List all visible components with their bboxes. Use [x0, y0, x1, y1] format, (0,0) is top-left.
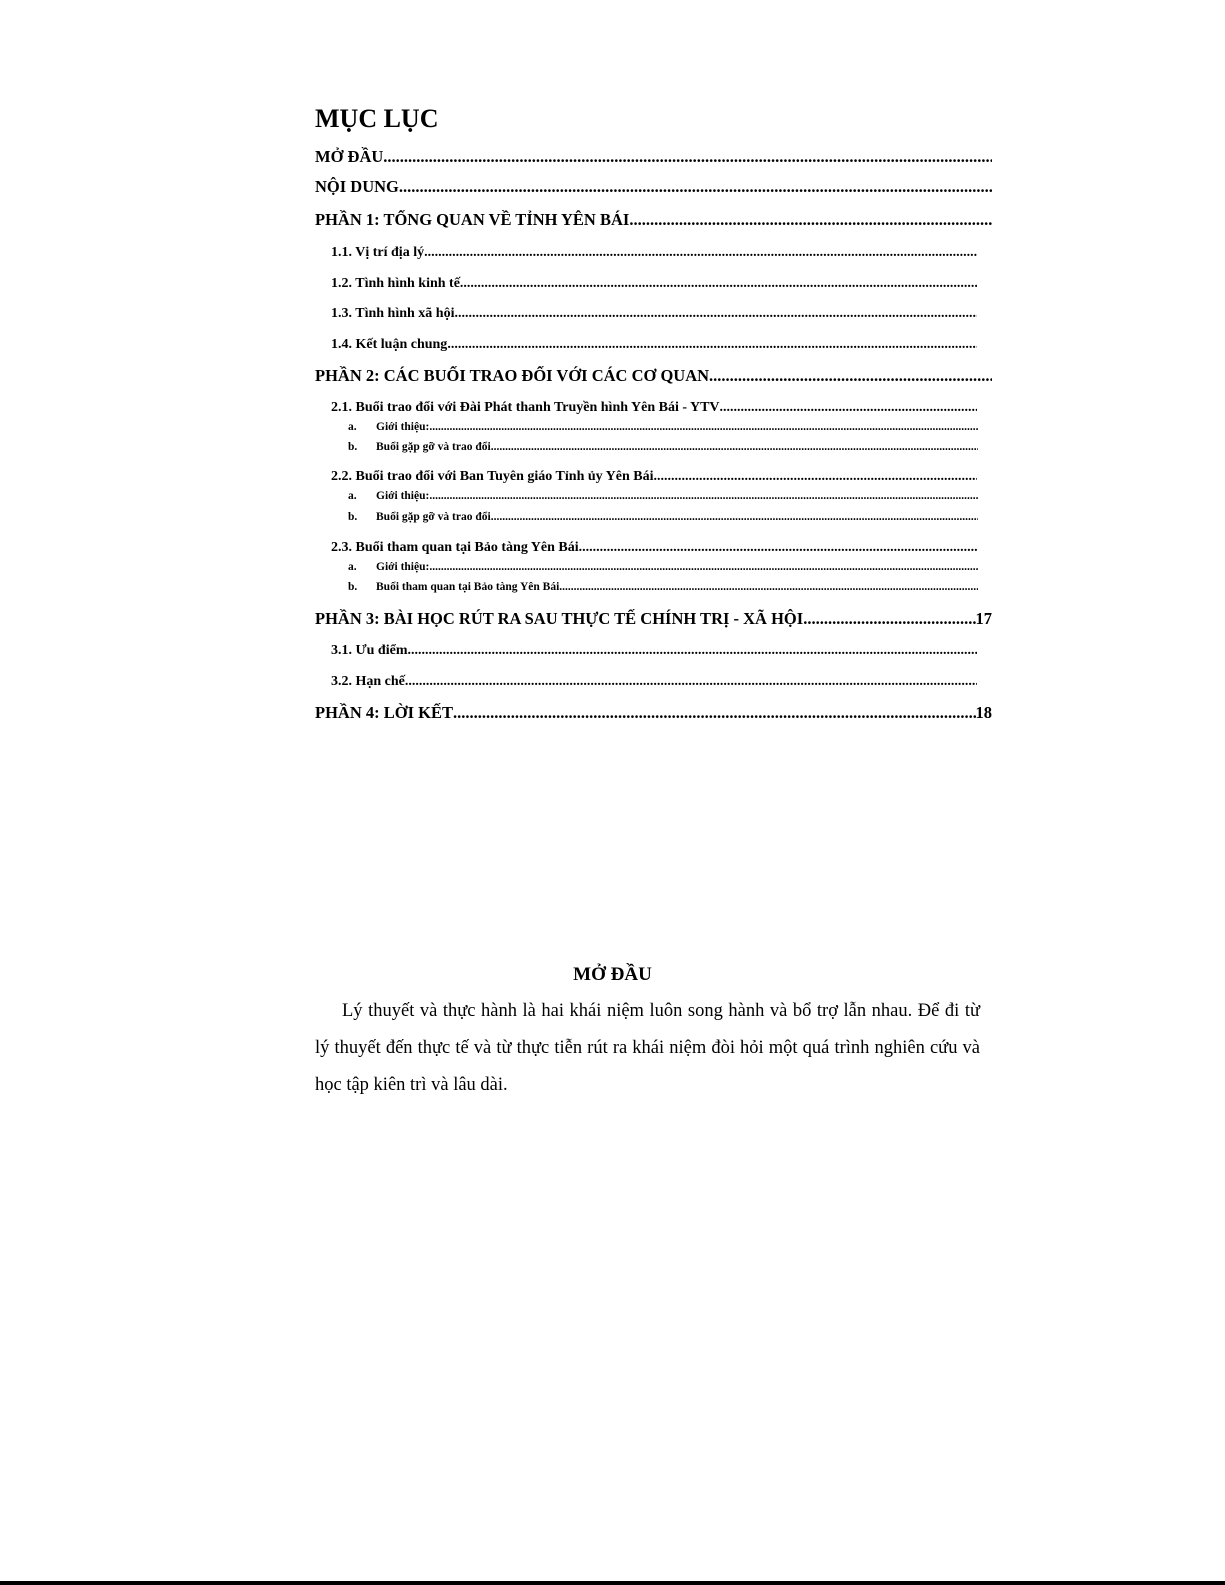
toc-entry-1-1[interactable]: 1.1. Vị trí địa lý ..... [331, 245, 977, 264]
intro-paragraph: Lý thuyết và thực hành là hai khái niệm luôn song hành và bổ trợ lẫn nhau. Để đi từ lý thuyết đến thực tế và từ thực tiễn rút ra khái niệm đòi hỏi một quá trình nghiên cứu và học tập kiên trì và lâu dài. [315, 1001, 980, 1095]
toc-entry-2-3-b[interactable]: b. Buổi tham quan tại Bảo tàng Yên Bái ..... [348, 581, 978, 597]
toc-entry-1-4[interactable]: 1.4. Kết luận chung ..... [331, 337, 977, 356]
toc-entry-mo-dau[interactable]: MỞ ĐẦU ..... [315, 147, 992, 169]
page-bottom-border [0, 1581, 1225, 1585]
toc-entry-2-1-a[interactable]: a. Giới thiệu: ..... [348, 421, 978, 437]
toc-entry-1-3[interactable]: 1.3. Tình hình xã hội ..... [331, 306, 977, 325]
toc-title: MỤC LỤC [315, 104, 439, 133]
toc-entry-phan-3[interactable]: PHẦN 3: BÀI HỌC RÚT RA SAU THỰC TẾ CHÍNH TRỊ - XÃ HỘI ..... 17 [315, 609, 992, 631]
toc-entry-noi-dung[interactable]: NỘI DUNG ..... [315, 177, 992, 199]
toc-entry-2-1[interactable]: 2.1. Buổi trao đổi với Đài Phát thanh Truyền hình Yên Bái - YTV ..... [331, 400, 977, 419]
toc-entry-2-2-a[interactable]: a. Giới thiệu: ..... [348, 490, 978, 506]
toc-entry-2-3-a[interactable]: a. Giới thiệu: ..... [348, 561, 978, 577]
toc-entry-phan-4[interactable]: PHẦN 4: LỜI KẾT ..... 18 [315, 703, 992, 725]
toc-entry-1-2[interactable]: 1.2. Tình hình kinh tế ..... [331, 276, 977, 295]
section-heading-mo-dau: MỞ ĐẦU [573, 964, 652, 985]
toc-entry-3-1[interactable]: 3.1. Ưu điểm ..... [331, 643, 977, 662]
toc-entry-2-2-b[interactable]: b. Buổi gặp gỡ và trao đổi ..... [348, 511, 978, 527]
toc-entry-3-2[interactable]: 3.2. Hạn chế ..... [331, 674, 977, 693]
toc-entry-2-1-b[interactable]: b. Buổi gặp gỡ và trao đổi ..... [348, 441, 978, 457]
toc-entry-phan-2[interactable]: PHẦN 2: CÁC BUỔI TRAO ĐỔI VỚI CÁC CƠ QUAN ..... [315, 366, 992, 388]
toc-entry-2-2[interactable]: 2.2. Buổi trao đổi với Ban Tuyên giáo Tỉnh ủy Yên Bái ..... [331, 469, 977, 488]
toc-entry-phan-1[interactable]: PHẦN 1: TỔNG QUAN VỀ TỈNH YÊN BÁI ..... [315, 210, 992, 232]
toc-entry-2-3[interactable]: 2.3. Buổi tham quan tại Bảo tàng Yên Bái ..... [331, 540, 977, 559]
